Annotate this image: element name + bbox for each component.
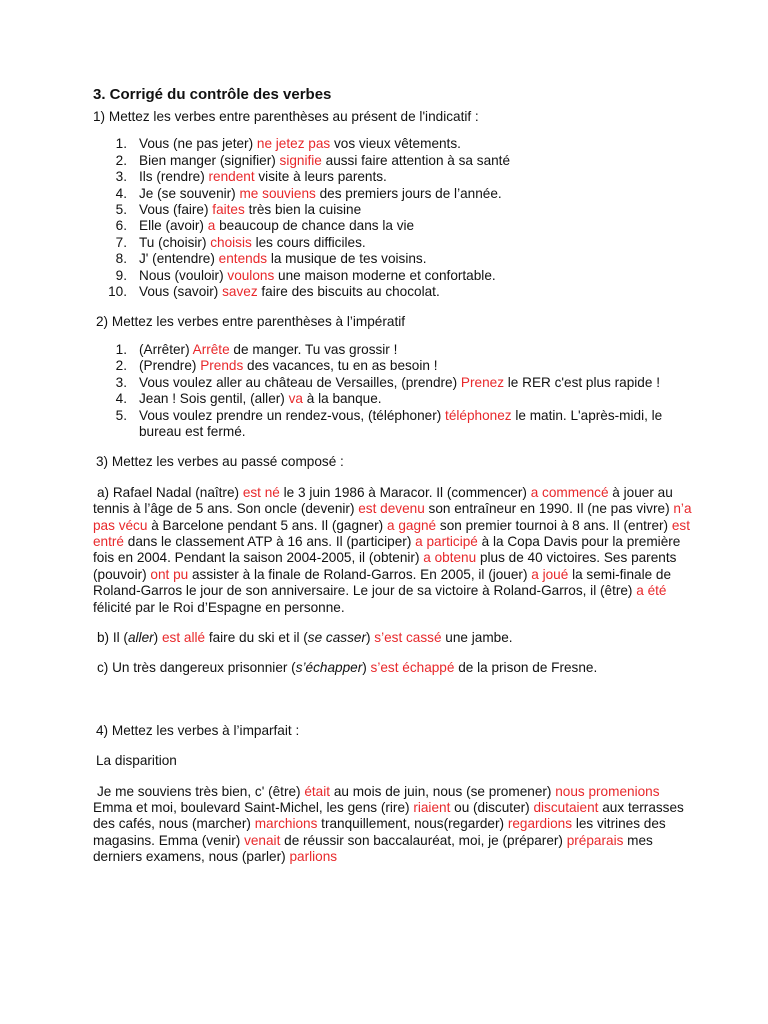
question-text: les cours difficiles. bbox=[251, 234, 366, 250]
question-text: Vous (faire) bbox=[139, 202, 213, 218]
answer-verb: ont pu bbox=[150, 566, 189, 582]
question-text: à jouer au tennis à l’âge de 5 ans. Son oncle (devenir) bbox=[93, 484, 673, 517]
answer-verb: discutaient bbox=[533, 800, 599, 815]
question-text: des premiers jours de l’année. bbox=[315, 185, 502, 201]
list-item bbox=[93, 202, 698, 218]
infinitive-verb: aller bbox=[127, 629, 154, 645]
question-text: plus de 40 victoires. Ses parents (pouvoir) bbox=[93, 550, 677, 582]
list-item bbox=[93, 268, 698, 284]
question-text: Vous (ne pas jeter) bbox=[139, 136, 257, 152]
exercise-3a-paragraph bbox=[93, 485, 698, 616]
question-text: Tu (choisir) bbox=[139, 234, 211, 250]
answer-verb: regardions bbox=[507, 816, 573, 832]
question-text: aux terrasses des cafés, nous (marcher) bbox=[93, 800, 684, 832]
question-text: les vitrines des magasins. Emma (venir) bbox=[93, 816, 666, 848]
answer-verb: a bbox=[207, 218, 216, 234]
exercise-3c-paragraph bbox=[93, 660, 698, 676]
question-text: Je (se souvenir) bbox=[139, 185, 240, 201]
item-number: 2. bbox=[115, 358, 127, 374]
question-text: son premier tournoi à 8 ans. Il (entrer) bbox=[436, 517, 672, 533]
answer-verb: voulons bbox=[227, 267, 275, 283]
question-text: la semi-finale de Roland-Garros le jour de son anniversaire. Le jour de sa victoire à Roland-Garros, il (être) bbox=[93, 566, 672, 599]
answer-verb: venait bbox=[244, 832, 281, 848]
answer-verb: rendent bbox=[208, 169, 255, 185]
answer-verb: choisis bbox=[210, 234, 252, 250]
question-text: félicité par le Roi d’Espagne en personne. bbox=[93, 599, 345, 615]
question-text: J' (entendre) bbox=[139, 251, 219, 267]
item-number: 8. bbox=[115, 251, 127, 267]
answer-verb: téléphonez bbox=[445, 407, 512, 423]
question-text: faire du ski et il ( bbox=[205, 629, 308, 645]
answer-verb: a obtenu bbox=[423, 550, 477, 566]
list-item bbox=[93, 284, 698, 300]
list-item bbox=[93, 391, 698, 407]
exercise-1-heading: 1) Mettez les verbes entre parenthèses au présent de l'indicatif : bbox=[93, 109, 479, 124]
answer-verb: est allé bbox=[161, 629, 206, 645]
answer-verb: entends bbox=[218, 251, 268, 267]
answer-verb: faites bbox=[212, 202, 245, 218]
question-text: le 3 juin 1986 à Maracor. Il (commencer) bbox=[279, 484, 531, 500]
question-text: beaucoup de chance dans la vie bbox=[215, 218, 415, 234]
item-number: 1. bbox=[115, 341, 127, 357]
question-text: ou (discuter) bbox=[450, 800, 534, 815]
item-number: 6. bbox=[115, 218, 127, 234]
question-text: de manger. Tu vas grossir ! bbox=[229, 341, 398, 357]
answer-verb: a joué bbox=[531, 566, 569, 582]
section-title: 3. Corrigé du contrôle des verbes bbox=[93, 86, 332, 103]
exercise-2-heading: 2) Mettez les verbes entre parenthèses à l’impératif bbox=[96, 314, 406, 330]
item-number: 4. bbox=[115, 185, 127, 201]
answer-verb: est né bbox=[242, 484, 280, 500]
answer-verb: Prenez bbox=[460, 374, 504, 390]
question-text: b) Il ( bbox=[97, 629, 128, 645]
question-text: Vous voulez prendre un rendez-vous, (téléphoner) bbox=[139, 407, 446, 423]
exercise-2-list bbox=[93, 342, 698, 440]
list-item bbox=[93, 153, 698, 169]
question-text: de la prison de Fresne. bbox=[454, 660, 598, 676]
list-item bbox=[93, 169, 698, 185]
question-text: des vacances, tu en as besoin ! bbox=[243, 358, 438, 374]
infinitive-verb: s’échapper bbox=[295, 660, 363, 676]
answer-verb: nous promenions bbox=[555, 783, 660, 799]
question-text: son entraîneur en 1990. Il (ne pas vivre) bbox=[424, 501, 674, 517]
question-text: à la banque. bbox=[302, 391, 382, 407]
list-item bbox=[93, 375, 698, 391]
question-text: ) bbox=[362, 660, 371, 676]
answer-verb: Prends bbox=[200, 358, 244, 374]
question-text: à Barcelone pendant 5 ans. Il (gagner) bbox=[147, 517, 387, 533]
answer-verb: parlions bbox=[289, 849, 338, 865]
question-text: visite à leurs parents. bbox=[254, 169, 387, 185]
exercise-3b-paragraph bbox=[93, 630, 698, 646]
item-number: 5. bbox=[115, 202, 127, 218]
answer-verb: ne jetez pas bbox=[256, 136, 331, 152]
question-text: le matin. L'après-midi, le bureau est fermé. bbox=[139, 407, 663, 439]
item-number: 9. bbox=[115, 267, 127, 283]
question-text: aussi faire attention à sa santé bbox=[321, 152, 511, 168]
answer-verb: riaient bbox=[413, 800, 451, 815]
item-number: 5. bbox=[115, 407, 127, 423]
exercise-1-list bbox=[93, 136, 698, 300]
question-text: de réussir son baccalauréat, moi, je (préparer) bbox=[280, 832, 567, 848]
question-text: Nous (vouloir) bbox=[139, 267, 228, 283]
answer-verb: va bbox=[288, 391, 303, 407]
question-text: très bien la cuisine bbox=[244, 202, 362, 218]
list-item bbox=[93, 408, 698, 441]
item-number: 3. bbox=[115, 169, 127, 185]
question-text: une jambe. bbox=[441, 629, 513, 645]
answer-verb: n’a pas vécu bbox=[93, 501, 692, 533]
question-text: tranquillement, nous(regarder) bbox=[317, 816, 508, 832]
list-item bbox=[93, 358, 698, 374]
question-text: assister à la finale de Roland-Garros. En 2005, il (jouer) bbox=[188, 566, 532, 582]
question-text: la musique de tes voisins. bbox=[267, 251, 427, 267]
list-item bbox=[93, 136, 698, 152]
question-text: ) bbox=[153, 629, 162, 645]
item-number: 1. bbox=[115, 136, 127, 152]
question-text: Elle (avoir) bbox=[139, 218, 208, 234]
answer-verb: marchions bbox=[254, 816, 318, 832]
exercise-4-subtitle: La disparition bbox=[96, 753, 177, 769]
question-text: c) Un très dangereux prisonnier ( bbox=[97, 660, 296, 676]
question-text: (Arrêter) bbox=[139, 341, 193, 357]
list-item bbox=[93, 235, 698, 251]
answer-verb: a participé bbox=[415, 533, 478, 549]
list-item bbox=[93, 342, 698, 358]
answer-verb: était bbox=[304, 783, 331, 799]
question-text: vos vieux vêtements. bbox=[330, 136, 461, 152]
item-number: 3. bbox=[115, 374, 127, 390]
list-item bbox=[93, 186, 698, 202]
question-text: mes derniers examens, nous (parler) bbox=[93, 832, 653, 865]
item-number: 7. bbox=[115, 234, 127, 250]
answer-verb: me souviens bbox=[239, 185, 316, 201]
question-text: au mois de juin, nous (se promener) bbox=[330, 783, 556, 799]
question-text: (Prendre) bbox=[139, 358, 201, 374]
item-number: 2. bbox=[115, 152, 127, 168]
question-text: Jean ! Sois gentil, (aller) bbox=[139, 391, 289, 407]
answer-verb: a été bbox=[636, 583, 667, 599]
answer-verb: préparais bbox=[566, 832, 624, 848]
question-text: faire des biscuits au chocolat. bbox=[257, 284, 440, 300]
answer-verb: savez bbox=[222, 284, 258, 300]
answer-verb: Arrête bbox=[192, 341, 230, 357]
answer-verb: est devenu bbox=[358, 501, 425, 517]
question-text: dans le classement ATP à 16 ans. Il (participer) bbox=[123, 533, 416, 549]
item-number: 10. bbox=[108, 284, 127, 300]
list-item bbox=[93, 251, 698, 267]
list-item bbox=[93, 218, 698, 234]
question-text: une maison moderne et confortable. bbox=[274, 267, 496, 283]
exercise-3-heading: 3) Mettez les verbes au passé composé : bbox=[96, 454, 344, 470]
question-text: à la Copa Davis pour la première fois en 2004. Pendant la saison 2004-2005, il (obtenir) bbox=[93, 533, 681, 566]
exercise-4-paragraph bbox=[93, 784, 698, 866]
question-text: Je me souviens très bien, c' (être) bbox=[97, 783, 305, 799]
item-number: 4. bbox=[115, 391, 127, 407]
answer-verb: signifie bbox=[279, 152, 322, 168]
question-text: Ils (rendre) bbox=[139, 169, 209, 185]
exercise-4-heading: 4) Mettez les verbes à l’imparfait : bbox=[96, 722, 300, 738]
question-text: Bien manger (signifier) bbox=[139, 152, 280, 168]
question-text: le RER c'est plus rapide ! bbox=[504, 374, 660, 390]
infinitive-verb: se casser bbox=[307, 629, 366, 645]
question-text: a) Rafael Nadal (naître) bbox=[97, 484, 243, 500]
answer-verb: est entré bbox=[93, 517, 690, 549]
question-text: Emma et moi, boulevard Saint-Michel, les gens (rire) bbox=[93, 800, 414, 815]
question-text: ) bbox=[365, 629, 375, 645]
question-text: Vous (savoir) bbox=[139, 284, 223, 300]
question-text: Vous voulez aller au château de Versailles, (prendre) bbox=[139, 374, 461, 390]
answer-verb: s’est échappé bbox=[370, 660, 455, 676]
answer-verb: a gagné bbox=[386, 517, 437, 533]
answer-verb: a commencé bbox=[530, 484, 609, 500]
answer-verb: s’est cassé bbox=[374, 629, 442, 645]
